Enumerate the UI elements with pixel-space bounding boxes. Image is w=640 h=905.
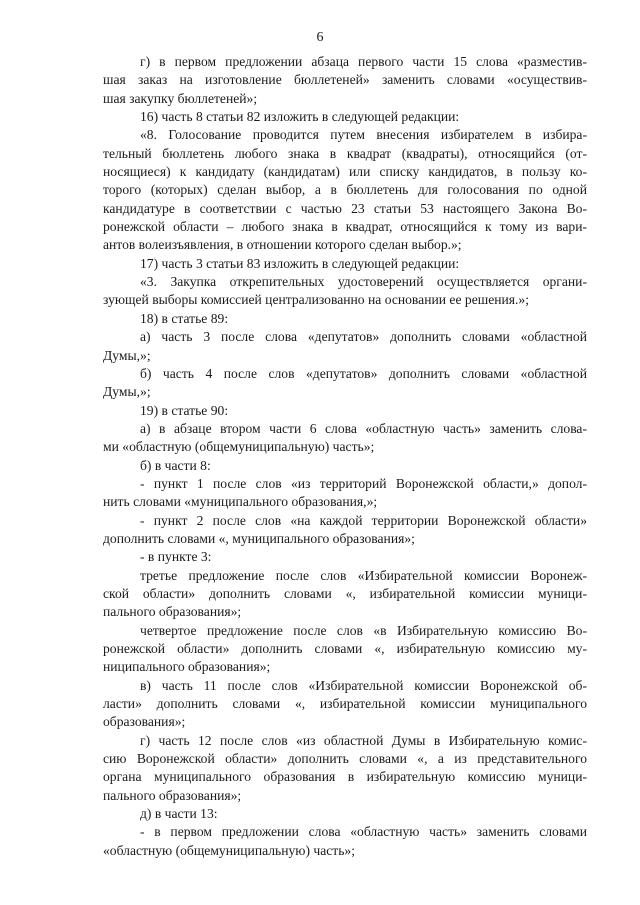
text-line: г) в первом предложении абзаца первого части 15 слова «разместив- (140, 54, 587, 69)
text-line: ниципального образования»; (103, 659, 271, 675)
text-line: - в первом предложении слова «областную часть» заменить словами (140, 824, 587, 840)
text-line: 18) в статье 89: (140, 310, 229, 326)
text-line: «областную (общемуниципальную) часть»; (103, 842, 356, 858)
paragraph (103, 402, 587, 420)
paragraph (103, 457, 587, 475)
text-line: ронежской области – любого знака в квадрат, относящийся к тому из вари- (103, 219, 587, 235)
text-line: - в пункте 3: (140, 549, 212, 565)
paragraph (103, 420, 587, 457)
paragraph (103, 823, 587, 860)
paragraph (103, 475, 587, 512)
text-line: - пункт 1 после слов «из территорий Воронежской области,» допол- (140, 475, 587, 491)
paragraph (103, 512, 587, 549)
paragraph (103, 273, 587, 310)
page-number: 6 (316, 30, 324, 45)
paragraph (103, 622, 587, 677)
text-line: органа муниципального образования в избирательную комиссию муници- (103, 769, 587, 785)
text-line: зующей выборы комиссией централизованно на основании ее решения.»; (103, 292, 529, 308)
text-line: пального образования»; (103, 604, 242, 620)
text-line: г) часть 12 после слов «из областной Думы в Избирательную комис- (140, 732, 587, 748)
text-line: - пункт 2 после слов «на каждой территории Воронежской области» (140, 512, 587, 528)
text-line: а) в абзаце втором части 6 слова «областную часть» заменить слова- (140, 420, 587, 436)
text-line: б) в части 8: (140, 457, 211, 473)
text-line: образования»; (103, 714, 186, 730)
text-line: 16) часть 8 статьи 82 изложить в следующей редакции: (140, 109, 460, 125)
text-line: 17) часть 3 статьи 83 изложить в следующей редакции: (140, 255, 460, 271)
paragraph (103, 126, 587, 254)
text-line: Думы,»; (103, 347, 151, 363)
text-line: кандидатуре в соответствии с частью 23 статьи 53 настоящего Закона Во- (103, 200, 587, 216)
text-line: д) в части 13: (140, 806, 218, 822)
text-line: ласти» дополнить словами «, избирательной комиссии муниципального (103, 696, 587, 712)
text-line: ми «областную (общемуниципальную) часть»; (103, 439, 375, 455)
paragraph (103, 108, 587, 126)
paragraph (103, 548, 587, 566)
text-line: б) часть 4 после слов «депутатов» дополнить словами «областной (140, 365, 587, 381)
text-line: Думы,»; (103, 384, 151, 400)
paragraph (103, 365, 587, 402)
text-line: а) часть 3 после слова «депутатов» дополнить словами «областной (140, 329, 587, 345)
text-line: в) часть 11 после слов «Избирательной комиссии Воронежской об- (140, 677, 587, 693)
text-line: «3. Закупка открепительных удостоверений осуществляется органи- (140, 274, 587, 290)
text-line: ской области» дополнить словами «, избирательной комиссии муници- (103, 585, 587, 601)
paragraph (103, 53, 587, 108)
text-line: «8. Голосование проводится путем внесения избирателем в избира- (140, 127, 587, 143)
text-line: 19) в статье 90: (140, 402, 229, 418)
text-line: антов волеизъявления, в отношении которого сделан выбор.»; (103, 237, 462, 253)
paragraph (103, 677, 587, 732)
paragraph (103, 567, 587, 622)
text-line: тельный бюллетень любого знака в квадрат (квадраты), относящийся (от- (103, 145, 587, 161)
paragraph (103, 255, 587, 273)
paragraph (103, 805, 587, 823)
paragraph (103, 732, 587, 805)
text-line: ронежской области» дополнить словами «, избирательную комиссию му- (103, 641, 587, 656)
text-line: носящиеся) к кандидату (кандидатам) или списку кандидатов, в пользу ко- (103, 164, 587, 180)
document-body (103, 53, 587, 860)
text-line: шая заказ на изготовление бюллетеней» заменить словами «осуществив- (103, 72, 587, 88)
paragraph (103, 328, 587, 365)
text-line: дополнить словами «, муниципального образования»; (103, 530, 415, 546)
text-line: четвертое предложение после слов «в Избирательную комиссию Во- (140, 622, 587, 638)
text-line: шая закупку бюллетеней»; (103, 90, 258, 106)
text-line: пального образования»; (103, 787, 242, 803)
paragraph (103, 310, 587, 328)
text-line: нить словами «муниципального образования,»; (103, 494, 378, 510)
text-line: третье предложение после слов «Избирательной комиссии Воронеж- (140, 567, 587, 583)
text-line: торого (которых) сделан выбор, а в бюллетень для голосования по одной (103, 182, 587, 198)
text-line: сию Воронежской области» дополнить словами «, а из представительного (103, 751, 587, 767)
